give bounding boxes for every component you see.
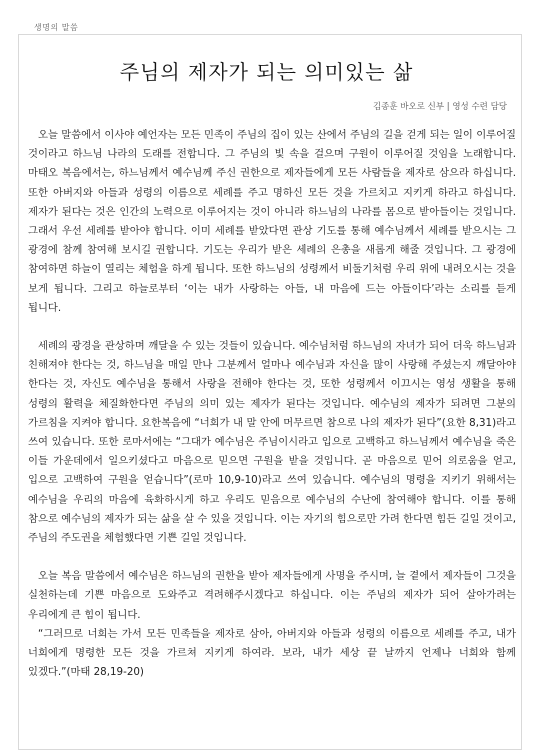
author-byline: 김종훈 바오로 신부 | 영성 수련 담당 — [372, 102, 507, 112]
paragraph-4: “그러므로 너희는 가서 모든 민족들을 제자로 삼아, 아버지와 아들과 성령의 이름으로 세례를 주고, 내가 너희에게 명령한 모든 것을 가르쳐 지키게 하여라. 보라, 내가 세상 끝 날까지 언제나 너희와 함께 있겠다.”(마태 28,19-20) — [28, 627, 516, 679]
article-body — [28, 126, 516, 701]
paragraph-1: 오늘 말씀에서 이사야 예언자는 모든 민족이 주님의 집이 있는 산에서 주님의 길을 걷게 되는 일이 이루어질 것이라고 하느님 나라의 도래를 전합니다. 그 주님의 빛 속을 걸으며 구원이 이루어질 것임을 노래합니다. 마태오 복음에서는, 하느님께서 예수님께 주신 권한으로 제자들에게 모든 사람들을 제자로 삼으라 하십니다. 또한 아버지와 아들과 성령의 이름으로 세례를 주고 명하신 모든 것을 가르치고 지키게 하라고 하십니다. 제자가 된다는 것은 인간의 노력으로 이루어지는 것이 아니라 하느님의 나라를 몸으로 받아들이는 것입니다. 그래서 우선 세례를 받아야 합니다. 이미 세례를 받았다면 관상 기도를 통해 예수님께서 세례를 받으시는 그 광경에 참께 참여해 보시길 권합니다. 기도는 우리가 받은 세례의 은총을 새롭게 해줄 것입니다. 그 광경에 참여하면 하늘이 열리는 체험을 하게 됩니다. 또한 하느님의 성령께서 비둘기처럼 우리 위에 내려오시는 것을 보게 됩니다. 그리고 하늘로부터 ‘이는 내가 사랑하는 아들, 내 마음에 드는 아들이다’라는 소리를 듣게 됩니다. — [28, 129, 516, 314]
section-label: 생명의 말씀 — [34, 23, 79, 32]
page-title: 주님의 제자가 되는 의미있는 삶 — [119, 60, 414, 84]
paragraph-2: 세례의 광경을 관상하며 깨달을 수 있는 것들이 있습니다. 예수님처럼 하느님의 자녀가 되어 더욱 하느님과 친해져야 한다는 것, 하느님을 매일 만나 그분께서 얼마나 예수님과 자신을 많이 사랑해 주셨는지 깨달아야 한다는 것, 자신도 예수님을 통해서 사랑을 전해야 한다는 것, 또한 성령께서 이끄시는 영성 생활을 통해 성령의 활력을 체질화한다면 주님의 의미 있는 제자가 된다는 것입니다. 예수님의 제자가 되려면 그분의 가르침을 지켜야 합니다. 요한복음에 “너희가 내 말 안에 머무르면 참으로 나의 제자가 된다”(요한 8,31)라고 쓰여 있습니다. 또한 로마서에는 “그대가 예수님은 주님이시라고 입으로 고백하고 하느님께서 예수님을 죽은 이들 가운데에서 일으키셨다고 마음으로 믿으면 구원을 받을 것입니다. 곧 마음으로 믿어 의로움을 얻고, 입으로 고백하여 구원을 얻습니다”(로마 10,9-10)라고 쓰여 있습니다. 예수님의 명령을 지키기 위해서는 예수님을 우리의 마음에 육화하시게 하고 우리도 믿음으로 예수님의 수난에 참여해야 합니다. 이를 통해 참으로 예수님의 제자가 되는 삶을 살 수 있을 것입니다. 이는 자기의 힘으로만 가려 한다면 힘든 길일 것이고, 주님의 주도권을 체험했다면 기쁜 길일 것입니다. — [28, 340, 516, 545]
paragraph-3: 오늘 복음 말씀에서 예수님은 하느님의 권한을 받아 제자들에게 사명을 주시며, 늘 곁에서 제자들이 그것을 실천하는데 기쁜 마음으로 도와주고 격려해주시겠다고 하십니다. 이는 주님의 제자가 되어 살아가려는 우리에게 큰 힘이 됩니다. — [28, 570, 516, 621]
